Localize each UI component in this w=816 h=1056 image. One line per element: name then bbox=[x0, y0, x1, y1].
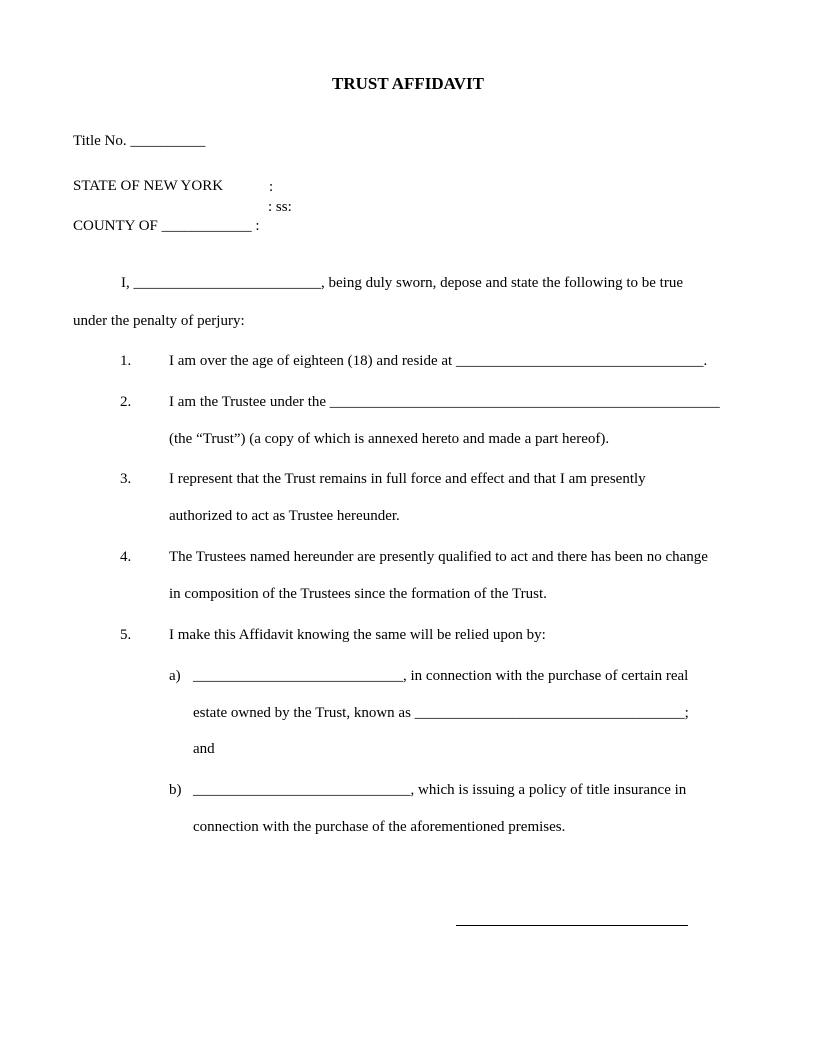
item-number: 2. bbox=[120, 394, 132, 410]
venue-county: COUNTY OF ____________ : bbox=[73, 218, 260, 234]
venue-colon: : bbox=[269, 179, 274, 195]
subitem-text: estate owned by the Trust, known as ____________________________________; bbox=[193, 705, 689, 721]
subitem-text: _____________________________, which is issuing a policy of title insurance in bbox=[193, 782, 687, 798]
item-text: I am the Trustee under the ____________________________________________________ bbox=[169, 394, 720, 410]
item-text: (the “Trust”) (a copy of which is annexed hereto and made a part hereof). bbox=[169, 431, 610, 447]
item-text: I represent that the Trust remains in full force and effect and that I am presently bbox=[169, 471, 646, 487]
subitem-label: b) bbox=[169, 782, 182, 798]
item-text: I make this Affidavit knowing the same will be relied upon by: bbox=[169, 627, 546, 643]
intro-line-1: I, _________________________, being duly sworn, depose and state the following to be true bbox=[121, 275, 684, 291]
item-text: The Trustees named hereunder are presently qualified to act and there has been no change bbox=[169, 549, 708, 565]
intro-line-2: under the penalty of perjury: bbox=[73, 313, 245, 329]
title-number: Title No. __________ bbox=[73, 133, 206, 149]
affidavit-title: TRUST AFFIDAVIT bbox=[332, 74, 484, 93]
item-number: 3. bbox=[120, 471, 132, 487]
item-number: 4. bbox=[120, 549, 132, 565]
subitem-text: and bbox=[193, 741, 215, 757]
item-number: 1. bbox=[120, 353, 132, 369]
subitem-label: a) bbox=[169, 668, 181, 684]
venue-state: STATE OF NEW YORK bbox=[73, 178, 224, 194]
subitem-text: connection with the purchase of the aforementioned premises. bbox=[193, 819, 566, 835]
item-text: I am over the age of eighteen (18) and reside at _________________________________. bbox=[169, 353, 708, 369]
signature-line bbox=[456, 925, 688, 926]
item-text: in composition of the Trustees since the formation of the Trust. bbox=[169, 586, 547, 602]
item-number: 5. bbox=[120, 627, 132, 643]
subitem-text: ____________________________, in connection with the purchase of certain real bbox=[193, 668, 689, 684]
item-text: authorized to act as Trustee hereunder. bbox=[169, 508, 400, 524]
venue-ss: : ss: bbox=[268, 199, 292, 215]
